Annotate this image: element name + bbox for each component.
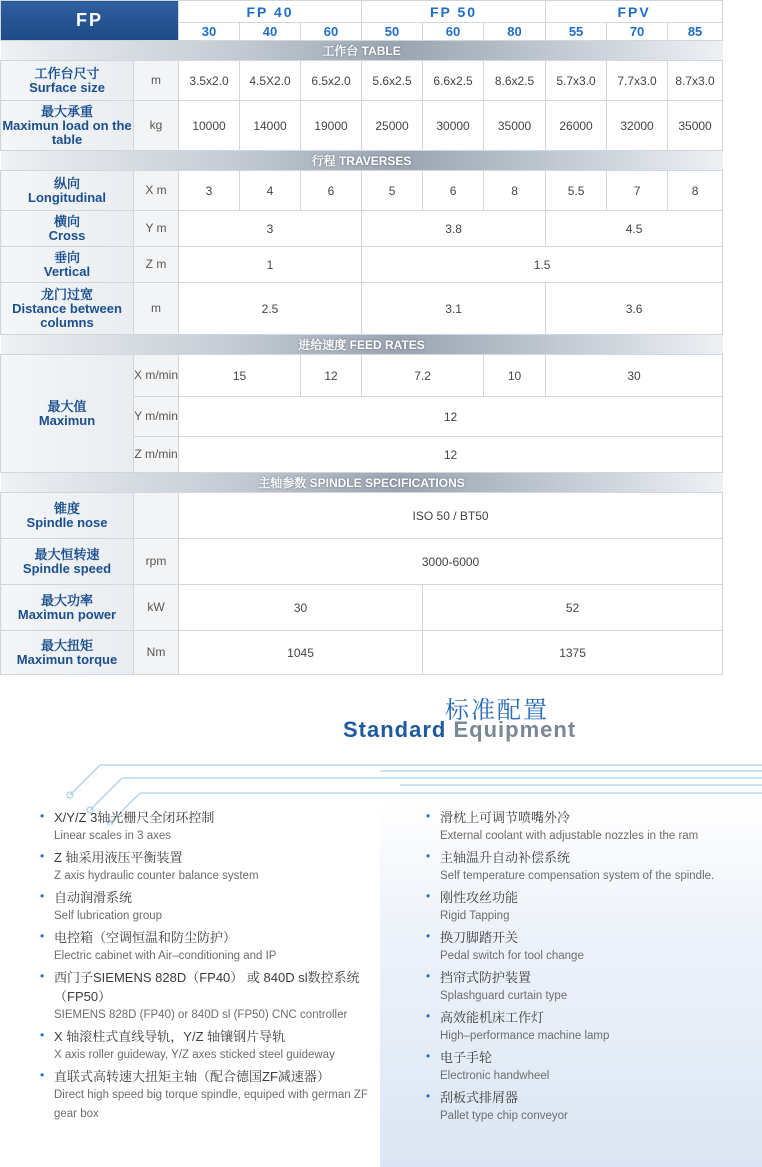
list-item: • 换刀脚踏开关 Pedal switch for tool change	[426, 929, 584, 962]
section-traverses: 行程 TRAVERSES	[1, 151, 723, 171]
unit-cell: kg	[134, 101, 179, 151]
value-cell: 6	[423, 171, 484, 211]
value-cell: 5.5	[546, 171, 607, 211]
model-header: 40	[240, 23, 301, 41]
value-cell: 3	[179, 211, 362, 247]
unit-cell: Z m	[134, 247, 179, 283]
title-word-standard: Standard	[343, 717, 447, 742]
model-header: 60	[301, 23, 362, 41]
bullet-icon: •	[426, 929, 431, 943]
value-cell: 3.8	[362, 211, 546, 247]
table-row	[1, 631, 723, 675]
bullet-icon: •	[40, 1028, 45, 1042]
list-item: • X/Y/Z 3轴光栅尺全闭环控制 Linear scales in 3 axes	[40, 809, 215, 842]
list-item: • 滑枕上可调节喷嘴外冷 External coolant with adjustable nozzles in the ram	[426, 809, 699, 842]
bullet-icon: •	[426, 1049, 431, 1063]
bullet-icon: •	[40, 809, 45, 823]
value-cell: 4.5X2.0	[240, 61, 301, 101]
row-label: 纵向 Longitudinal	[1, 171, 134, 211]
list-item: • 西门子SIEMENS 828D（FP40） 或 840D sl数控系统（FP50） SIEMENS 828D (FP40) or 840D sl (FP50) CNC controller	[40, 969, 360, 1021]
value-cell: 35000	[668, 101, 723, 151]
value-cell: 5	[362, 171, 423, 211]
value-cell: 6.5x2.0	[301, 61, 362, 101]
list-item: • 挡帘式防护装置 Splashguard curtain type	[426, 969, 568, 1002]
list-item: • 高效能机床工作灯 High–performance machine lamp	[426, 1009, 610, 1042]
value-cell: 4.5	[546, 211, 723, 247]
value-cell: 26000	[546, 101, 607, 151]
unit-cell	[134, 493, 179, 539]
value-cell: 8	[484, 171, 546, 211]
section-table: 工作台 TABLE	[1, 41, 723, 61]
unit-cell: m	[134, 61, 179, 101]
bullet-icon: •	[426, 889, 431, 903]
value-cell: 12	[179, 397, 723, 437]
value-cell: 7.7x3.0	[607, 61, 668, 101]
model-header: 55	[546, 23, 607, 41]
list-item: • 主轴温升自动补偿系统 Self temperature compensation system of the spindle.	[426, 849, 715, 882]
list-item: • Z 轴采用液压平衡装置 Z axis hydraulic counter balance system	[40, 849, 259, 882]
unit-cell: Y m	[134, 211, 179, 247]
value-cell: 3.5x2.0	[179, 61, 240, 101]
table-row	[1, 539, 723, 585]
value-cell: 8.6x2.5	[484, 61, 546, 101]
model-header: 70	[607, 23, 668, 41]
bullet-icon: •	[40, 969, 45, 983]
group-fpv: FPV	[546, 1, 723, 23]
value-cell: 30000	[423, 101, 484, 151]
row-label: 最大扭矩 Maximun torque	[1, 631, 134, 675]
bullet-icon: •	[426, 809, 431, 823]
list-item: • 刮板式排屑器 Pallet type chip conveyor	[426, 1089, 568, 1122]
row-label: 锥度 Spindle nose	[1, 493, 134, 539]
bullet-icon: •	[426, 1089, 431, 1103]
table-row	[1, 61, 723, 101]
value-cell: 7	[607, 171, 668, 211]
equipment-title-en	[343, 717, 576, 743]
row-label: 横向 Cross	[1, 211, 134, 247]
bullet-icon: •	[426, 849, 431, 863]
model-header: 85	[668, 23, 723, 41]
list-item: • 电控箱（空调恒温和防尘防护） Electric cabinet with Air–conditioning and IP	[40, 929, 277, 962]
value-cell: 10	[484, 355, 546, 397]
value-cell: 3.6	[546, 283, 723, 335]
unit-cell: m	[134, 283, 179, 335]
value-cell: 3	[179, 171, 240, 211]
value-cell: ISO 50 / BT50	[179, 493, 723, 539]
bullet-icon: •	[40, 1068, 45, 1082]
table-row	[1, 171, 723, 211]
value-cell: 2.5	[179, 283, 362, 335]
bullet-icon: •	[426, 1009, 431, 1023]
row-label: 垂向 Vertical	[1, 247, 134, 283]
value-cell: 8	[668, 171, 723, 211]
value-cell: 52	[423, 585, 723, 631]
model-header: 50	[362, 23, 423, 41]
unit-cell: X m/min	[134, 355, 179, 397]
unit-cell: X m	[134, 171, 179, 211]
unit-cell: rpm	[134, 539, 179, 585]
row-label: 最大承重 Maximun load on the table	[1, 101, 134, 151]
row-label: 最大值 Maximun	[1, 355, 134, 473]
equipment-list-right	[426, 808, 758, 1128]
fp-header: FP	[1, 1, 179, 41]
title-word-equipment: Equipment	[453, 717, 577, 742]
list-item: • 电子手轮 Electronic handwheel	[426, 1049, 550, 1082]
table-row	[1, 211, 723, 247]
value-cell: 1.5	[362, 247, 723, 283]
value-cell: 14000	[240, 101, 301, 151]
unit-cell: Nm	[134, 631, 179, 675]
value-cell: 1	[179, 247, 362, 283]
table-row	[1, 247, 723, 283]
bullet-icon: •	[426, 969, 431, 983]
bullet-icon: •	[40, 889, 45, 903]
value-cell: 30	[546, 355, 723, 397]
unit-cell: kW	[134, 585, 179, 631]
value-cell: 3.1	[362, 283, 546, 335]
value-cell: 32000	[607, 101, 668, 151]
section-spindle: 主轴参数 SPINDLE SPECIFICATIONS	[1, 473, 723, 493]
row-label: 最大功率 Maximun power	[1, 585, 134, 631]
bullet-icon: •	[40, 849, 45, 863]
value-cell: 4	[240, 171, 301, 211]
table-row	[1, 101, 723, 151]
model-header: 80	[484, 23, 546, 41]
group-fp50: FP 50	[362, 1, 546, 23]
value-cell: 12	[179, 437, 723, 473]
list-item: • 自动润滑系统 Self lubrication group	[40, 889, 163, 922]
value-cell: 19000	[301, 101, 362, 151]
value-cell: 1375	[423, 631, 723, 675]
equipment-list-left	[40, 808, 370, 1126]
row-label: 龙门过宽 Distance between columns	[1, 283, 134, 335]
list-item: • X 轴滚柱式直线导轨，Y/Z 轴镶钢片导轨 X axis roller guideway, Y/Z axes sticked steel guideway	[40, 1028, 335, 1061]
value-cell: 12	[301, 355, 362, 397]
value-cell: 30	[179, 585, 423, 631]
row-label: 最大恒转速 Spindle speed	[1, 539, 134, 585]
value-cell: 35000	[484, 101, 546, 151]
table-row	[1, 355, 723, 397]
section-feed-rates: 进给速度 FEED RATES	[1, 335, 723, 355]
model-header: 60	[423, 23, 484, 41]
value-cell: 1045	[179, 631, 423, 675]
bullet-icon: •	[40, 929, 45, 943]
equipment-title-cn: 标准配置	[445, 697, 549, 724]
list-item: • 刚性攻丝功能 Rigid Tapping	[426, 889, 519, 922]
value-cell: 5.6x2.5	[362, 61, 423, 101]
group-fp40: FP 40	[179, 1, 362, 23]
table-row	[1, 283, 723, 335]
unit-cell: Z m/min	[134, 437, 179, 473]
unit-cell: Y m/min	[134, 397, 179, 437]
value-cell: 7.2	[362, 355, 484, 397]
value-cell: 25000	[362, 101, 423, 151]
value-cell: 3000-6000	[179, 539, 723, 585]
model-header: 30	[179, 23, 240, 41]
value-cell: 15	[179, 355, 301, 397]
row-label: 工作台尺寸 Surface size	[1, 61, 134, 101]
value-cell: 6	[301, 171, 362, 211]
value-cell: 5.7x3.0	[546, 61, 607, 101]
value-cell: 10000	[179, 101, 240, 151]
value-cell: 8.7x3.0	[668, 61, 723, 101]
value-cell: 6.6x2.5	[423, 61, 484, 101]
table-row	[1, 493, 723, 539]
list-item: • 直联式高转速大扭矩主轴（配合德国ZF减速器） Direct high speed big torque spindle, equiped with german ZF gear box	[40, 1068, 368, 1120]
table-row	[1, 585, 723, 631]
